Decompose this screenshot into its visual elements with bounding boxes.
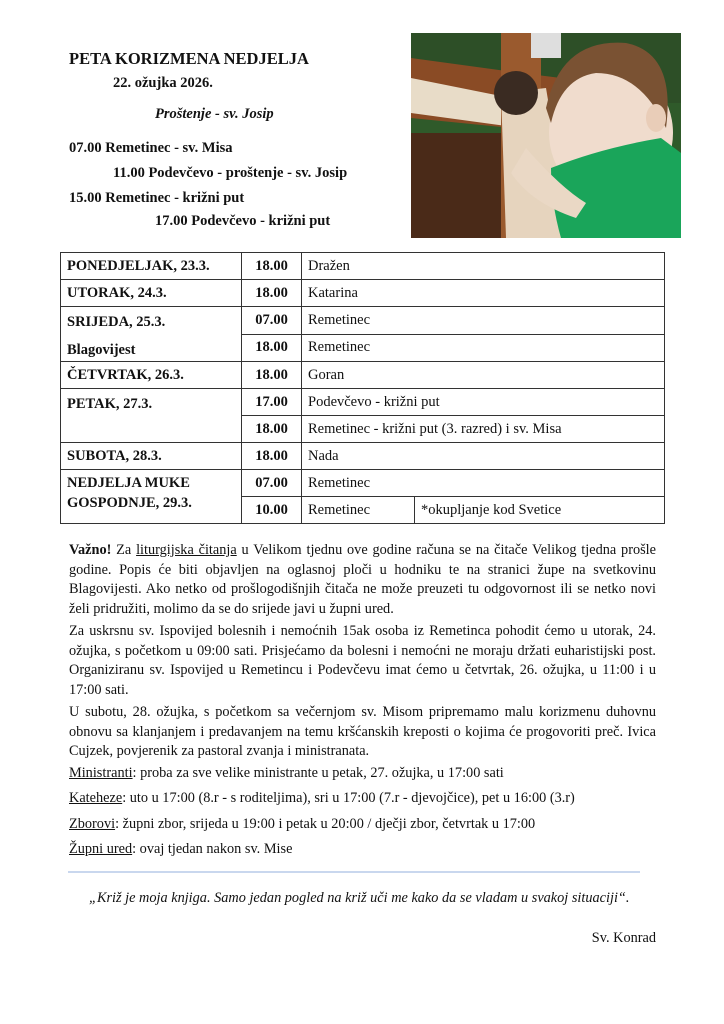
day-subtitle: Blagovijest [67,342,136,358]
photo-illustration-icon [411,33,681,238]
sunday-schedule-item: 17.00 Podevčevo - križni put [155,213,331,229]
event-cell: Katarina [302,280,665,307]
notice-retreat: U subotu, 28. ožujka, s početkom sa večernjom sv. Misom pripremamo malu korizmenu duhovnu obnovu sa klanjanjem i predavanjem na temu kršćanskih kreposti o kojima će progovoriti preč. Ivica Cujzek, povjerenik za pastoral zvanja i ministranata. [69,704,656,759]
time-cell: 18.00 [242,334,302,362]
notice-readings [69,541,656,619]
line-text: : proba za sve velike ministrante u petak, 27. ožujka, u 17:00 sati [132,765,504,781]
day-cell [61,307,242,362]
day-cell: PETAK, 27.3. [61,389,242,443]
time-cell: 18.00 [242,362,302,389]
time-cell: 18.00 [242,443,302,470]
event-cell: Dražen [302,253,665,280]
quote-text: „Križ je moja knjiga. Samo jedan pogled na križ uči me kako da se vladam u svakoj situaciji“. [89,890,630,906]
quote-author: Sv. Konrad [591,930,656,946]
table-row [61,280,665,307]
table-row [61,443,665,470]
time-cell: 18.00 [242,253,302,280]
event-cell: Remetinec [302,497,415,524]
table-row [61,389,665,416]
notice-text: u Velikom tjednu ove godine računa se na čitače Velikog tjedna prošle godine. Popis će biti objavljen na oglasnoj ploči u hodniku te na stranici župe na svetkovinu Blagovijesti. Ako netko od prošlogodišnjih čitača ne može preuzeti tu odgovornost ili se netko novi želi pridružiti, molimo da se do srijede javi u župni ured. [69,542,656,617]
table-row [61,253,665,280]
page-date: 22. ožujka 2026. [113,75,213,91]
notice-text: Za [111,542,137,558]
notice-line-zupni-ured [69,841,292,858]
weekly-schedule-table [60,252,665,524]
table-row [61,362,665,389]
page-title: PETA KORIZMENA NEDJELJA [69,49,309,68]
table-row [61,307,665,335]
time-cell: 10.00 [242,497,302,524]
day-cell [61,470,242,524]
time-cell: 18.00 [242,280,302,307]
event-cell: Remetinec - križni put (3. razred) i sv. Misa [302,416,665,443]
line-label: Ministranti [69,765,133,781]
time-cell: 07.00 [242,307,302,335]
event-cell: Remetinec [302,334,665,362]
sunday-schedule-item: 07.00 Remetinec - sv. Misa [69,140,233,156]
notice-lead: Važno! [69,542,112,558]
day-subtitle: GOSPODNJE, 29.3. [67,495,192,511]
event-cell: Remetinec [302,307,665,335]
line-label: Zborovi [69,816,116,832]
day-cell: UTORAK, 24.3. [61,280,242,307]
line-text: : župni zbor, srijeda u 19:00 i petak u 20:00 / dječji zbor, četvrtak u 17:00 [115,816,536,832]
day-cell: PONEDJELJAK, 23.3. [61,253,242,280]
event-cell: Podevčevo - križni put [302,389,665,416]
line-text: : uto u 17:00 (8.r - s roditeljima), sri u 17:00 (7.r - djevojčice), pet u 16:00 (3.r) [122,790,575,806]
day-label: SRIJEDA, 25.3. [67,314,166,330]
sunday-schedule-item: 11.00 Podevčevo - proštenje - sv. Josip [113,165,348,181]
time-cell: 18.00 [242,416,302,443]
feast-subtitle: Proštenje - sv. Josip [155,106,274,122]
event-note-cell: *okupljanje kod Svetice [415,497,665,524]
time-cell: 07.00 [242,470,302,497]
event-cell: Nada [302,443,665,470]
notice-line-ministranti [69,765,504,782]
day-cell: ČETVRTAK, 26.3. [61,362,242,389]
line-label: Kateheze [69,790,123,806]
notice-confession: Za uskrsnu sv. Ispovijed bolesnih i nemoćnih 15ak osoba iz Remetinca pohodit ćemo u utorak, 24. ožujka, s početkom u 09:00 sati. Prisjećamo da bolesni i nemoćni ne moraju držati euharistijski post. Organiziranu sv. Ispovijed u Remetincu i Podevčevu imat ćemo u četvrtak, 26. ožujka, u 11:00 i u 17:00 sati. [69,623,656,698]
separator-line [68,871,640,873]
table-row [61,470,665,497]
child-hugging-cross-photo [411,33,681,238]
day-label: NEDJELJA MUKE [67,475,190,491]
time-cell: 17.00 [242,389,302,416]
sunday-schedule-item: 15.00 Remetinec - križni put [69,190,245,206]
day-cell: SUBOTA, 28.3. [61,443,242,470]
event-cell: Goran [302,362,665,389]
event-cell: Remetinec [302,470,665,497]
notice-link: liturgijska čitanja [136,542,237,558]
line-text: : ovaj tjedan nakon sv. Mise [132,841,293,857]
notice-line-zborovi [69,816,535,833]
line-label: Župni ured [69,841,133,857]
notice-line-kateheze [69,790,575,807]
